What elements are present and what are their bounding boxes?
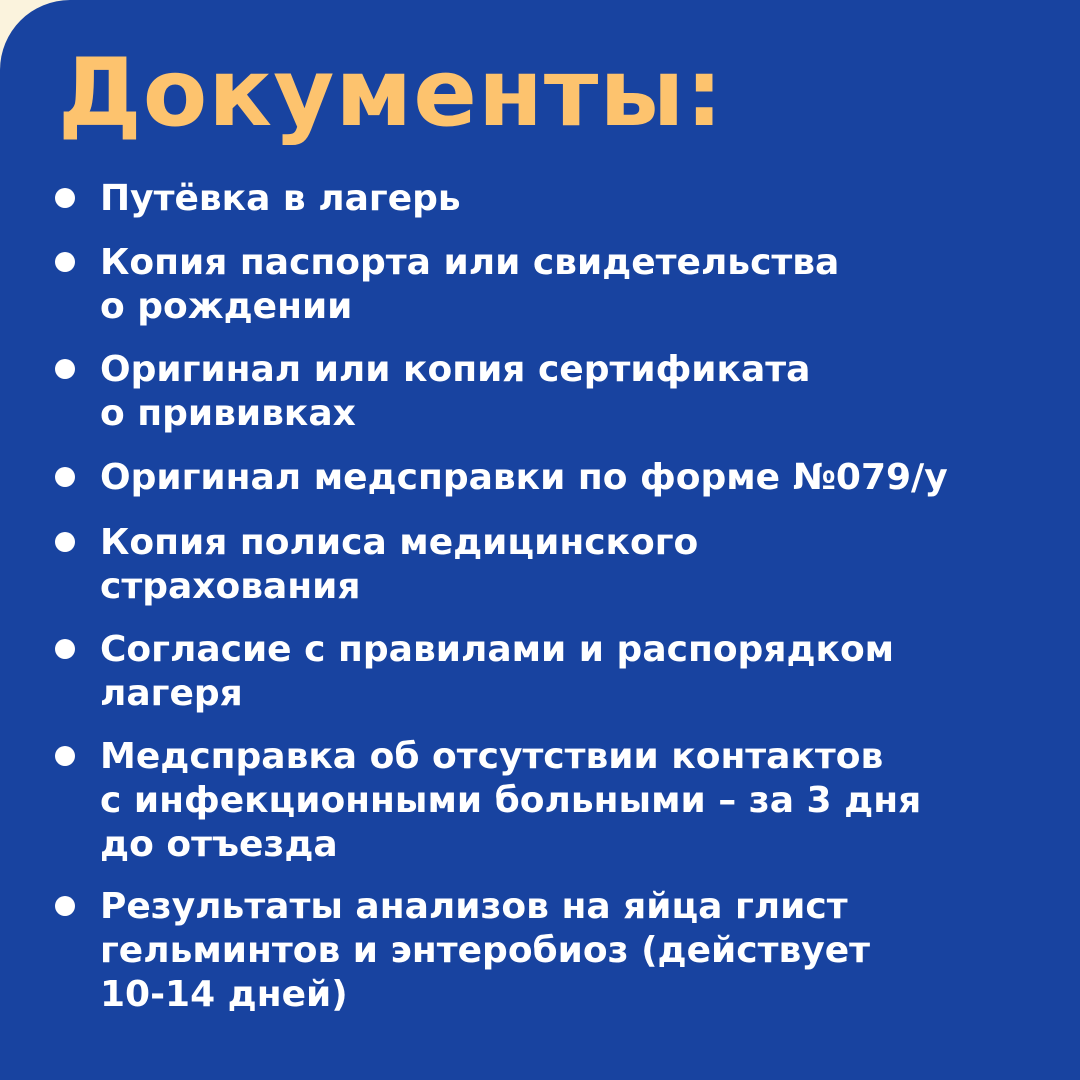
list-item-line: Результаты анализов на яйца глист [100,886,848,927]
list-item-line: до отъезда [100,824,338,865]
list-item-text [100,521,698,609]
bullet-icon [55,188,75,208]
list-item-line: 10-14 дней) [100,974,348,1015]
bullet-icon [55,359,75,379]
list-item-text [100,456,948,500]
list-item-line: лагеря [100,673,243,714]
list-item-line: страхования [100,566,361,607]
list-item-line: гельминтов и энтеробиоз (действует [100,930,870,971]
list-item [55,241,839,329]
list-item [55,885,870,1017]
list-item-line: Копия паспорта или свидетельства [100,242,840,283]
list-item-line: Путёвка в лагерь [100,178,461,219]
bullet-icon [55,896,75,916]
list-item-text [100,885,870,1017]
list-item-line: Согласие с правилами и распорядком [100,629,895,670]
list-item-text [100,348,810,436]
list-item-line: о рождении [100,286,353,327]
list-item-line: Оригинал медсправки по форме №079/у [100,457,948,498]
list-item-line: о прививках [100,393,356,434]
list-item-line: Копия полиса медицинского [100,522,699,563]
bullet-icon [55,532,75,552]
page-title: Документы: [58,39,724,148]
list-item [55,177,461,221]
list-item-line: Оригинал или копия сертификата [100,349,811,390]
bullet-icon [55,467,75,487]
bullet-icon [55,639,75,659]
list-item-text [100,177,461,221]
list-item [55,628,894,716]
list-item [55,456,948,500]
list-item [55,735,921,867]
list-item-text [100,241,839,329]
bullet-icon [55,746,75,766]
list-item [55,348,810,436]
list-item-line: с инфекционными больными – за 3 дня [100,780,922,821]
list-item-text [100,735,921,867]
list-item-text [100,628,894,716]
bullet-icon [55,252,75,272]
list-item [55,521,698,609]
list-item-line: Медсправка об отсутствии контактов [100,736,884,777]
